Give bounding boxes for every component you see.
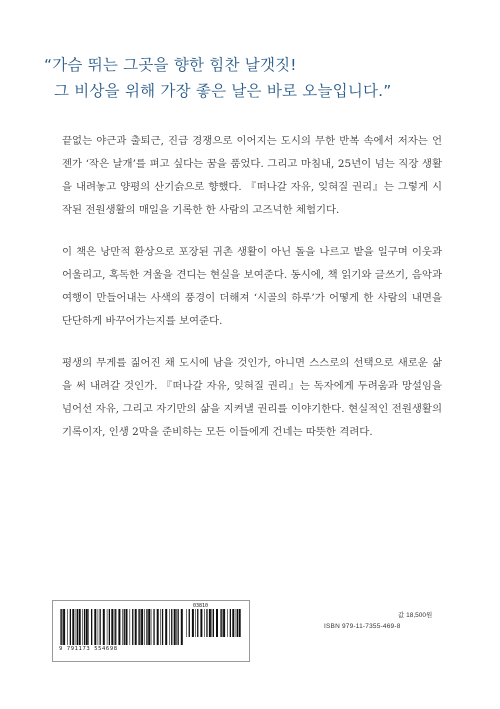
barcode-addon-digits: 03810 [193,603,209,609]
blurb-paragraph-3: 평생의 무게를 짊어진 채 도시에 남을 것인가, 아니면 스스로의 선택으로 새로운 삶을 써 내려갈 것인가. 『떠나갈 자유, 잊혀질 권리』는 독자에게 두려움과 망설임을 넘어선 자유, 그리고 자기만의 삶을 지켜낼 권리를 이야기한다. 현실적인 전원생활의 기록이자, 인생 2막을 준비하는 모든 이들에게 건네는 따뜻한 격려다. [62,357,442,438]
price-label: 값 18,500원 [398,612,433,619]
addon-barcode [185,609,243,637]
blurb-paragraph-2: 이 책은 낭만적 환상으로 포장된 귀촌 생활이 아닌 돌을 나르고 밭을 일구며 이웃과 어울리고, 혹독한 겨울을 견디는 현실을 보여준다. 동시에, 책 읽기와 글쓰기, 음악과 여행이 만들어내는 사색의 풍경이 더해져 ‘시골의 하루’가 어떻게 한 사람의 내면을 단단하게 바꾸어가는지를 보여준다. [62,246,442,327]
isbn-label: ISBN 979-11-7355-469-8 [324,623,401,630]
blurb-paragraph-1: 끝없는 야근과 출퇴근, 진급 경쟁으로 이어지는 도시의 무한 반복 속에서 저자는 언젠가 ‘작은 날개’를 펴고 싶다는 꿈을 품었다. 그리고 마침내, 25년이 넘는 직장 생활을 내려놓고 양평의 산기슭으로 향했다. 『떠나갈 자유, 잊혀질 권리』는 그렇게 시작된 전원생활의 매일을 기록한 한 사람의 고즈넉한 체험기다. [62,135,442,216]
isbn-barcode [59,609,183,645]
barcode-panel [52,600,250,662]
pull-quote [44,52,464,104]
quote-line-2: 그 비상을 위해 가장 좋은 날은 바로 오늘입니다.” [54,82,392,100]
blurb [62,130,442,463]
barcode-digits: 9 791173 554698 [59,646,118,652]
quote-line-1: “가슴 뛰는 그곳을 향한 힘찬 날갯짓! [44,56,297,74]
